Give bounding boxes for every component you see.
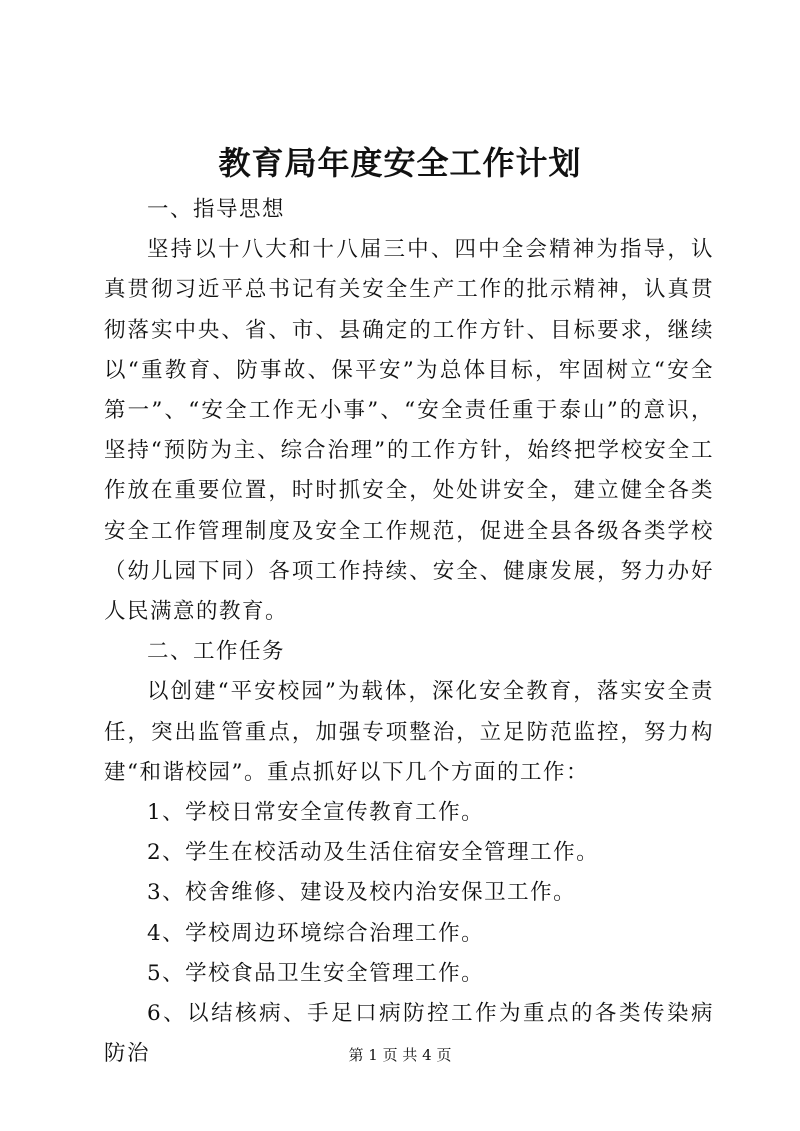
- paragraph-guiding-ideology: 坚持以十八大和十八届三中、四中全会精神为指导，认真贯彻习近平总书记有关安全生产工作的批示精神，认真贯彻落实中央、省、市、县确定的工作方针、目标要求，继续以“重教育、防事故、保平安”为总体目标，牢固树立“安全第一”、“安全工作无小事”、“安全责任重于泰山”的意识，坚持“预防为主、综合治理”的工作方针，始终把学校安全工作放在重要位置，时时抓安全，处处讲安全，建立健全各类安全工作管理制度及安全工作规范，促进全县各级各类学校（幼儿园下同）各项工作持续、安全、健康发展，努力办好人民满意的教育。: [104, 237, 714, 625]
- task-item-6: 6、以结核病、手足口病防控工作为重点的各类传染病防治: [104, 1001, 714, 1067]
- document-title: 教育局年度安全工作计划: [218, 144, 582, 182]
- task-item-4: 4、学校周边环境综合治理工作。: [147, 920, 485, 946]
- paragraph-work-tasks: 以创建“平安校园”为载体，深化安全教育，落实安全责任，突出监管重点，加强专项整治，立足防范监控，努力构建“和谐校园”。重点抓好以下几个方面的工作：: [104, 679, 714, 785]
- section-heading-guiding-ideology: 一、指导思想: [147, 197, 286, 222]
- document-body: [104, 190, 714, 1074]
- task-item-5: 5、学校食品卫生安全管理工作。: [147, 960, 485, 986]
- task-item-2: 2、学生在校活动及生活住宿安全管理工作。: [147, 840, 600, 866]
- task-item-1: 1、学校日常安全宣传教育工作。: [147, 800, 485, 826]
- task-item-3: 3、校舍维修、建设及校内治安保卫工作。: [147, 880, 577, 906]
- section-heading-work-tasks: 二、工作任务: [147, 639, 286, 665]
- page-footer: 第 1 页 共 4 页: [348, 1046, 452, 1064]
